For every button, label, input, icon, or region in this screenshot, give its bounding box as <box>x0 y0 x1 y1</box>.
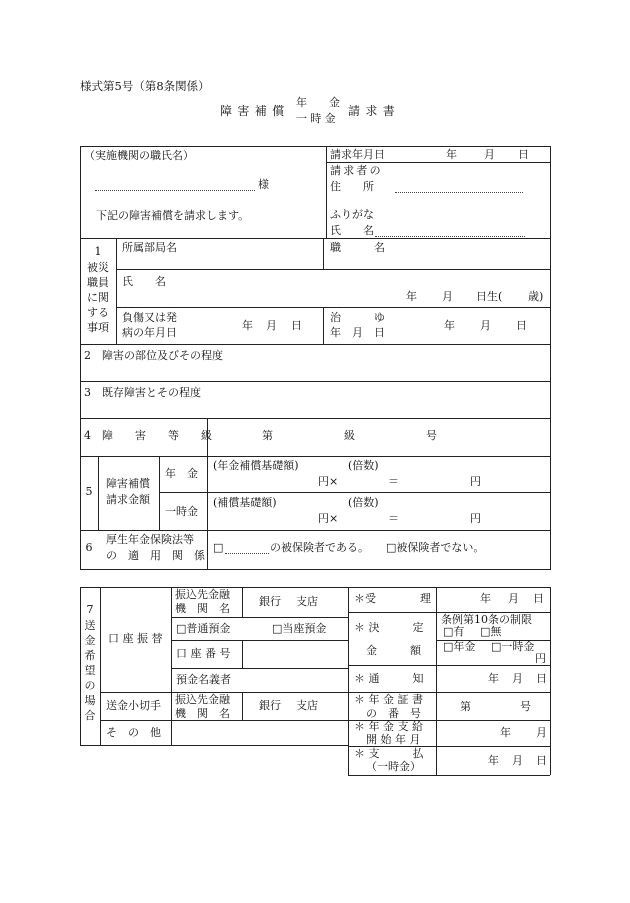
bank-label-2: 機 関 名 <box>175 602 230 615</box>
lumpsum-equals: ＝ <box>388 512 399 525</box>
section1-title: 事項 <box>87 321 109 334</box>
rule <box>348 775 550 776</box>
rule <box>323 307 324 344</box>
section7-title: 送 <box>84 619 96 632</box>
section7-title: 場 <box>84 694 96 707</box>
birth-month: 月 <box>442 290 453 303</box>
section7-number: 7 <box>86 603 94 616</box>
decision-label-1: ＊ 決 定 <box>354 621 424 634</box>
payment-label-2: （一時金） <box>366 760 421 773</box>
payment-year: 年 <box>488 754 499 767</box>
restriction-no-checkbox[interactable]: □無 <box>480 625 502 638</box>
rule <box>80 530 551 531</box>
grade-dai: 第 <box>262 429 273 442</box>
date-day: 日 <box>518 148 529 161</box>
start-month: 月 <box>536 726 547 739</box>
injury-year: 年 <box>242 319 253 332</box>
certificate-label-2: の 番 号 <box>366 707 421 720</box>
current-deposit-checkbox[interactable]: □当座預金 <box>272 622 327 635</box>
rule <box>550 146 551 570</box>
section1-title: する <box>87 306 109 319</box>
account-holder-label: 預金名義者 <box>176 673 231 686</box>
rule <box>550 587 551 775</box>
rule <box>242 692 243 720</box>
furigana-label: ふりがな <box>330 208 374 221</box>
section1-title: 職員 <box>87 276 109 289</box>
rule <box>80 745 348 746</box>
rule <box>80 238 551 239</box>
rule <box>116 238 117 344</box>
rule <box>98 456 99 530</box>
address-dotted-line <box>395 192 523 193</box>
cure-day: 日 <box>516 319 527 332</box>
payment-day: 日 <box>536 754 547 767</box>
check-bank-label-1: 振込先金融 <box>175 693 230 706</box>
section1-title: に関 <box>87 291 109 304</box>
rule <box>80 146 81 570</box>
cure-date-label-1: 治 ゆ <box>330 311 385 324</box>
rule <box>171 617 348 618</box>
rule <box>80 587 551 588</box>
request-text: 下記の障害補償を請求します。 <box>96 209 250 222</box>
branch-suffix: 支店 <box>296 595 318 608</box>
account-transfer-label: 口 座 振 替 <box>108 632 163 645</box>
account-number-label: 口 座 番 号 <box>176 647 231 660</box>
name-label: 氏 名 <box>330 224 374 237</box>
date-year: 年 <box>446 148 457 161</box>
section7-title: 合 <box>84 709 96 722</box>
bank-suffix: 銀行 <box>259 595 281 608</box>
form-title-left: 障害補償 <box>220 104 290 118</box>
rule <box>80 344 551 345</box>
section3-label: 3 既存障害とその程度 <box>84 386 201 399</box>
injury-date-label-1: 負傷又は発 <box>122 311 177 324</box>
injury-day: 日 <box>291 319 302 332</box>
lumpsum-yen: 円 <box>470 512 481 525</box>
pension-equals: ＝ <box>388 475 399 488</box>
lumpsum-yen-times: 円× <box>318 512 339 525</box>
section5-number: 5 <box>85 485 93 498</box>
victim-name-label: 氏 名 <box>122 275 166 288</box>
decision-yen: 円 <box>535 652 546 665</box>
rule <box>80 146 551 147</box>
rule <box>171 640 348 641</box>
section7-title: 望 <box>84 664 96 677</box>
birth-day: 日生( <box>476 290 503 303</box>
section2-label: 2 障害の部位及びその程度 <box>84 349 223 362</box>
cure-month: 月 <box>480 319 491 332</box>
restriction-label: 条例第10条の制限 <box>441 613 532 626</box>
rule <box>323 238 324 269</box>
check-bank-suffix: 銀行 <box>259 699 281 712</box>
rule <box>159 456 160 530</box>
notice-day: 日 <box>536 672 547 685</box>
notice-label: ＊ 通 知 <box>354 672 424 685</box>
grade-go: 号 <box>426 429 437 442</box>
rule <box>80 418 551 419</box>
certificate-label-1: ＊ 年 金 証 書 <box>354 693 423 706</box>
rule <box>80 381 551 382</box>
receipt-month: 月 <box>508 592 519 605</box>
sama-label: 様 <box>258 178 269 191</box>
check-label: 送金小切手 <box>106 699 161 712</box>
pension-checkbox[interactable]: □年金 <box>443 640 476 653</box>
rule <box>171 668 348 669</box>
section7-title: 金 <box>84 634 96 647</box>
pension-base-label: (年金補償基礎額) <box>213 459 299 472</box>
not-insured-checkbox[interactable]: □被保険者でない。 <box>386 541 485 554</box>
certificate-go: 号 <box>520 700 531 713</box>
post-label: 職 名 <box>330 241 385 254</box>
section6-label-2: の 適 用 関 係 <box>106 549 205 562</box>
section5-label-2: 請求金額 <box>106 493 150 506</box>
receipt-day: 日 <box>533 592 544 605</box>
name-dotted-line <box>375 236 525 237</box>
address-label: 住 所 <box>330 180 374 193</box>
notice-month: 月 <box>512 672 523 685</box>
pension-yen: 円 <box>470 475 481 488</box>
lumpsum-base-label: (補償基礎額) <box>213 496 277 509</box>
section7-title: の <box>84 679 96 692</box>
insured-text: の被保険者である。 <box>270 541 369 554</box>
section7-title: 希 <box>84 649 96 662</box>
institution-dotted-line <box>95 190 255 191</box>
certificate-dai: 第 <box>460 700 471 713</box>
section5-label-1: 障害補償 <box>106 477 150 490</box>
payment-label-1: ＊ 支 払 <box>354 747 424 760</box>
injury-date-label-2: 病の年月日 <box>122 326 177 339</box>
rule <box>116 307 550 308</box>
rule <box>80 569 551 570</box>
rule <box>242 587 243 617</box>
start-year: 年 <box>500 726 511 739</box>
rule <box>116 269 550 270</box>
ordinary-deposit-checkbox[interactable]: □普通預金 <box>176 622 231 635</box>
dept-label: 所属部局名 <box>122 241 177 254</box>
form-number: 様式第5号（第8条関係） <box>80 79 210 93</box>
start-label-2: 開 始 年 月 <box>366 733 421 746</box>
bank-label-1: 振込先金融 <box>175 588 230 601</box>
insured-checkbox[interactable]: □ <box>213 541 224 554</box>
rule <box>348 665 550 666</box>
grade-kyu: 級 <box>344 429 355 442</box>
receipt-label: ＊受 理 <box>354 592 431 605</box>
notice-year: 年 <box>488 672 499 685</box>
receipt-year: 年 <box>480 592 491 605</box>
section4-label: 4 障 害 等 級 <box>84 429 212 442</box>
pension-yen-times: 円× <box>318 475 339 488</box>
age: 歳) <box>528 290 544 303</box>
cure-year: 年 <box>444 319 455 332</box>
insurance-type-dotted-line <box>225 553 269 554</box>
rule <box>326 146 327 238</box>
payment-month: 月 <box>512 754 523 767</box>
start-label-1: ＊ 年 金 支 給 <box>354 720 423 733</box>
section6-label-1: 厚生年金保険法等 <box>106 533 194 546</box>
form-title-right: 請求書 <box>348 104 401 118</box>
injury-month: 月 <box>266 319 277 332</box>
section6-number: 6 <box>85 541 93 554</box>
pension-label: 年 金 <box>165 467 198 480</box>
form-title-top: 年 金 <box>296 96 340 109</box>
lumpsum-checkbox[interactable]: □一時金 <box>491 640 535 653</box>
other-label: そ の 他 <box>106 726 161 739</box>
decision-label-2: 金 額 <box>366 644 421 657</box>
rule <box>207 456 208 569</box>
claimant-label: 請求者の <box>330 164 383 177</box>
lumpsum-label: 一時金 <box>165 505 198 518</box>
date-month: 月 <box>484 148 495 161</box>
rule <box>242 640 243 668</box>
section1-title: 被災 <box>87 261 109 274</box>
restriction-yes-checkbox[interactable]: □有 <box>443 625 465 638</box>
check-bank-label-2: 機 関 名 <box>175 707 230 720</box>
rule <box>80 456 551 457</box>
rule <box>326 162 550 163</box>
section1-number: 1 <box>94 245 102 258</box>
lumpsum-multiplier-label: (倍数) <box>348 496 379 509</box>
cure-date-label-2: 年 月 日 <box>330 326 385 339</box>
pension-multiplier-label: (倍数) <box>348 459 379 472</box>
form-title-bottom: 一時金 <box>296 112 339 125</box>
rule <box>171 587 172 745</box>
rule <box>159 492 550 493</box>
request-date-label: 請求年月日 <box>330 148 385 161</box>
check-branch-suffix: 支店 <box>296 699 318 712</box>
birth-year: 年 <box>406 290 417 303</box>
institution-label: （実施機関の職氏名） <box>84 149 194 162</box>
rule <box>100 587 101 745</box>
